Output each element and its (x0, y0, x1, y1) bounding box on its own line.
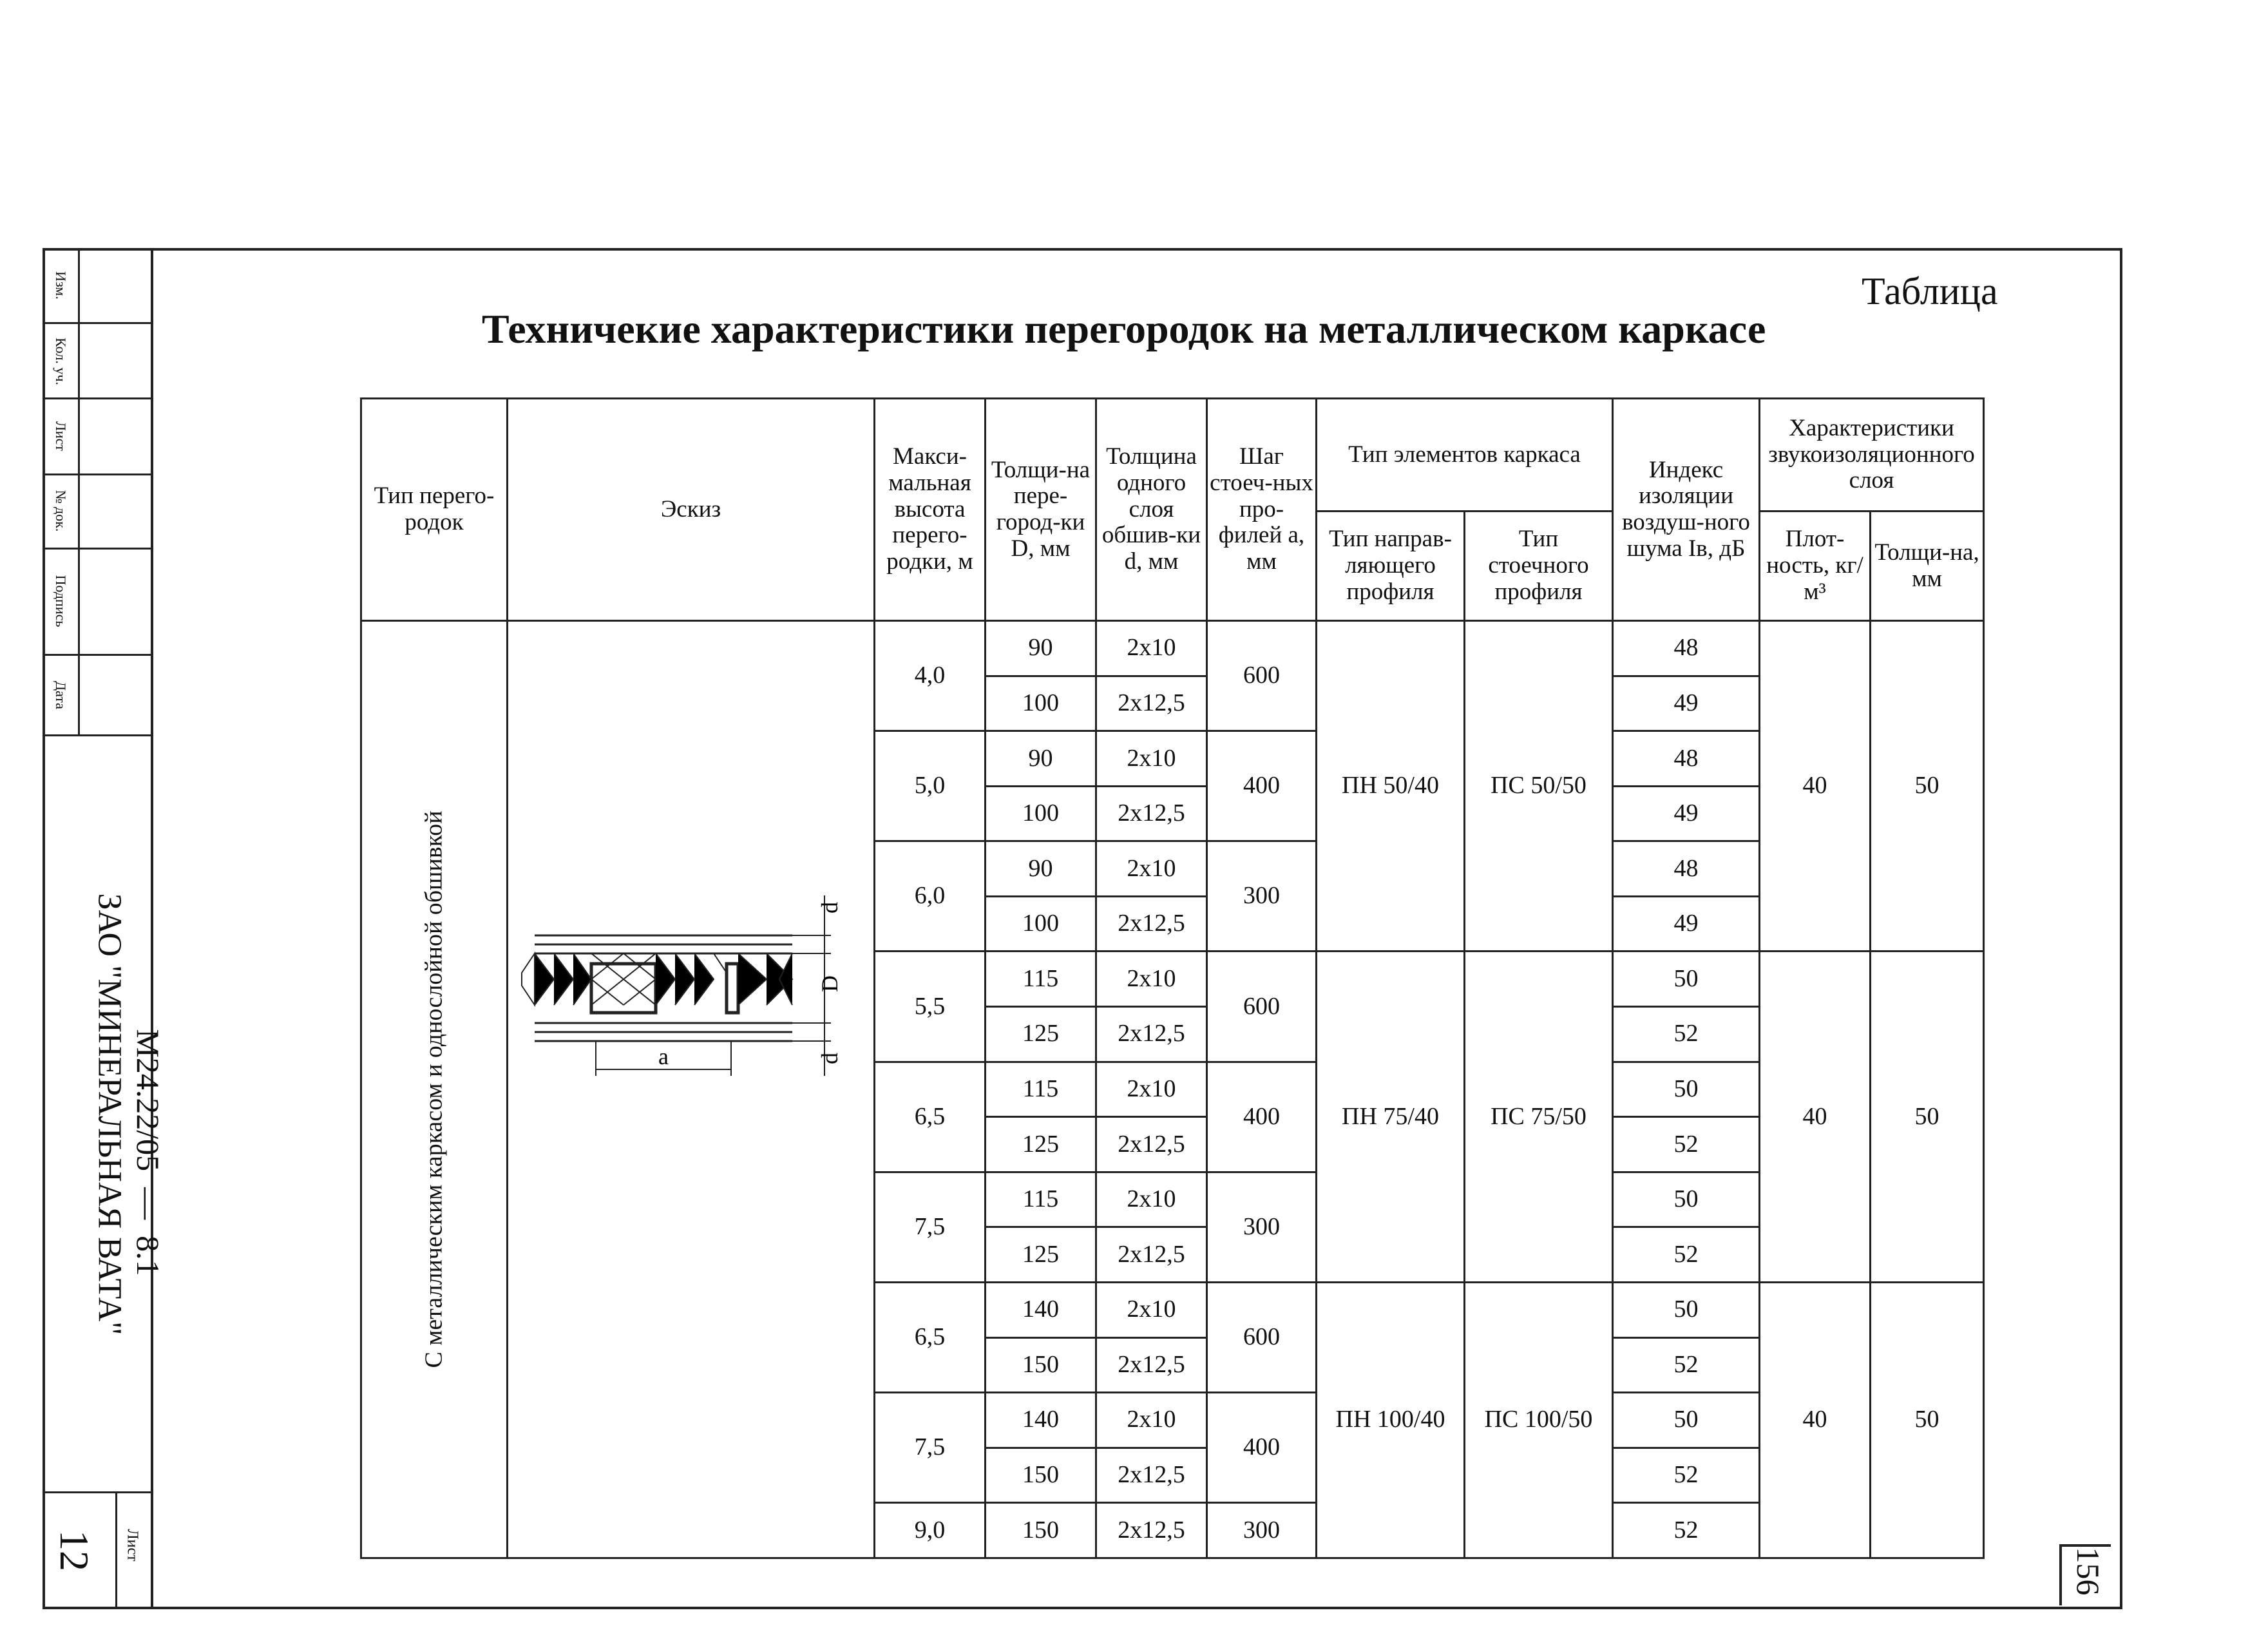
step-cell: 300 (1207, 1503, 1317, 1558)
guide-profile-cell: ПН 100/40 (1317, 1282, 1465, 1558)
layer-cell: 2x12,5 (1096, 786, 1207, 841)
step-cell: 600 (1207, 1282, 1317, 1392)
step-cell: 300 (1207, 841, 1317, 952)
sketch-label-d-top: d (817, 902, 843, 913)
header-sketch: Эскиз (508, 399, 875, 621)
stamp-divider (43, 322, 153, 324)
max-height-cell: 6,0 (875, 841, 986, 952)
max-height-cell: 6,5 (875, 1062, 986, 1172)
layer-cell: 2x12,5 (1096, 1227, 1207, 1283)
stamp-divider (43, 734, 153, 736)
sound-index-cell: 50 (1613, 1282, 1760, 1337)
stud-profile-cell: ПС 75/50 (1465, 952, 1613, 1282)
thickness-cell: 150 (986, 1503, 1096, 1558)
step-cell: 400 (1207, 1393, 1317, 1503)
thickness-cell: 100 (986, 896, 1096, 952)
layer-cell: 2x10 (1096, 1393, 1207, 1448)
layer-cell: 2x10 (1096, 1282, 1207, 1337)
max-height-cell: 7,5 (875, 1393, 986, 1503)
sound-index-cell: 48 (1613, 621, 1760, 676)
thickness-cell: 150 (986, 1448, 1096, 1503)
header-density: Плот-ность, кг/м³ (1760, 512, 1871, 621)
stamp-company: ЗАО "МИНЕРАЛЬНАЯ ВАТА" (91, 893, 128, 1335)
page-number: 156 (2070, 1547, 2106, 1596)
thickness-cell: 90 (986, 841, 1096, 897)
stamp-divider (115, 1491, 117, 1609)
step-cell: 400 (1207, 731, 1317, 841)
guide-profile-cell: ПН 50/40 (1317, 621, 1465, 952)
sound-index-cell: 52 (1613, 1117, 1760, 1172)
stamp-field: Кол. уч. (53, 338, 69, 385)
step-cell: 400 (1207, 1062, 1317, 1172)
stamp-code: М24.22/05 — 8.1 (130, 1029, 166, 1276)
layer-cell: 2x10 (1096, 621, 1207, 676)
stamp-field: Подпись (53, 575, 69, 627)
partition-type: С металлическим каркасом и однослойной обшивкой (420, 810, 448, 1368)
stamp-divider (43, 1491, 153, 1493)
header-thickness: Толщи-на пере-город-ки D, мм (986, 399, 1096, 621)
sound-index-cell: 52 (1613, 1007, 1760, 1062)
sound-index-cell: 52 (1613, 1337, 1760, 1393)
layer-cell: 2x10 (1096, 952, 1207, 1007)
stamp-divider (43, 654, 153, 656)
sound-index-cell: 50 (1613, 952, 1760, 1007)
sound-index-cell: 50 (1613, 1172, 1760, 1227)
sound-index-cell: 52 (1613, 1448, 1760, 1503)
max-height-cell: 9,0 (875, 1503, 986, 1558)
stamp-field: № док. (53, 490, 69, 532)
layer-cell: 2x12,5 (1096, 1117, 1207, 1172)
layer-cell: 2x12,5 (1096, 1448, 1207, 1503)
stamp-divider (43, 548, 153, 550)
thickness-cell: 115 (986, 1062, 1096, 1117)
sketch-label-a: a (658, 1044, 669, 1069)
thickness-cell: 115 (986, 952, 1096, 1007)
partition-type-cell (361, 621, 508, 1558)
header-type: Тип перего-родок (361, 399, 508, 621)
sound-index-cell: 48 (1613, 841, 1760, 897)
stud-profile-cell: ПС 100/50 (1465, 1282, 1613, 1558)
layer-cell: 2x10 (1096, 841, 1207, 897)
stamp-divider (43, 397, 153, 399)
thickness-cell: 100 (986, 786, 1096, 841)
layer-cell: 2x12,5 (1096, 676, 1207, 731)
sound-index-cell: 50 (1613, 1062, 1760, 1117)
header-layer: Толщина одного слоя обшив-ки d, мм (1096, 399, 1207, 621)
max-height-cell: 5,0 (875, 731, 986, 841)
layer-cell: 2x10 (1096, 1172, 1207, 1227)
sound-thickness-cell: 50 (1871, 621, 1984, 952)
thickness-cell: 100 (986, 676, 1096, 731)
thickness-cell: 90 (986, 731, 1096, 787)
stamp-divider (43, 473, 153, 475)
page-title: Техничекие характеристики перегородок на металлическом каркасе (482, 306, 1766, 352)
step-cell: 300 (1207, 1172, 1317, 1282)
thickness-cell: 115 (986, 1172, 1096, 1227)
header-frame-group: Тип элементов каркаса (1317, 399, 1613, 512)
sketch-label-d-bottom: d (817, 1053, 843, 1064)
thickness-cell: 140 (986, 1282, 1096, 1337)
partition-sketch (515, 883, 844, 1095)
stamp-sheet-label: Лист (124, 1529, 141, 1562)
stamp-field: Изм. (53, 271, 69, 300)
stamp-field: Лист (53, 421, 69, 452)
sketch-label-D: D (817, 975, 843, 992)
table-label: Таблица (1862, 270, 1998, 312)
step-cell: 600 (1207, 952, 1317, 1062)
stamp-divider (78, 248, 80, 734)
layer-cell: 2x10 (1096, 731, 1207, 787)
guide-profile-cell: ПН 75/40 (1317, 952, 1465, 1282)
max-height-cell: 5,5 (875, 952, 986, 1062)
thickness-cell: 125 (986, 1227, 1096, 1283)
thickness-cell: 90 (986, 621, 1096, 676)
header-guide: Тип направ-ляющего профиля (1317, 512, 1465, 621)
layer-cell: 2x12,5 (1096, 1007, 1207, 1062)
layer-cell: 2x12,5 (1096, 1337, 1207, 1393)
sound-index-cell: 52 (1613, 1503, 1760, 1558)
stud-profile-cell: ПС 50/50 (1465, 621, 1613, 952)
header-sound-thickness: Толщи-на, мм (1871, 512, 1984, 621)
max-height-cell: 7,5 (875, 1172, 986, 1282)
sound-index-cell: 49 (1613, 676, 1760, 731)
thickness-cell: 125 (986, 1007, 1096, 1062)
header-stud: Тип стоечного профиля (1465, 512, 1613, 621)
header-step: Шаг стоеч-ных про-филей а, мм (1207, 399, 1317, 621)
sound-thickness-cell: 50 (1871, 952, 1984, 1282)
header-sound-group: Характеристики звукоизоляционного слоя (1760, 399, 1984, 512)
sound-index-cell: 49 (1613, 786, 1760, 841)
density-cell: 40 (1760, 621, 1871, 952)
step-cell: 600 (1207, 621, 1317, 731)
sound-index-cell: 52 (1613, 1227, 1760, 1283)
sound-index-cell: 49 (1613, 896, 1760, 952)
layer-cell: 2x12,5 (1096, 1503, 1207, 1558)
stamp-sheet-number: 12 (52, 1530, 97, 1571)
stamp-field: Дата (53, 681, 69, 709)
thickness-cell: 125 (986, 1117, 1096, 1172)
layer-cell: 2x10 (1096, 1062, 1207, 1117)
sound-index-cell: 48 (1613, 731, 1760, 787)
max-height-cell: 4,0 (875, 621, 986, 731)
max-height-cell: 6,5 (875, 1282, 986, 1392)
thickness-cell: 140 (986, 1393, 1096, 1448)
layer-cell: 2x12,5 (1096, 896, 1207, 952)
sound-thickness-cell: 50 (1871, 1282, 1984, 1558)
header-max-height: Макси-мальная высота перего-родки, м (875, 399, 986, 621)
sound-index-cell: 50 (1613, 1393, 1760, 1448)
density-cell: 40 (1760, 1282, 1871, 1558)
thickness-cell: 150 (986, 1337, 1096, 1393)
table-row (361, 621, 1984, 676)
header-index: Индекс изоляции воздуш-ного шума Iв, дБ (1613, 399, 1760, 621)
density-cell: 40 (1760, 952, 1871, 1282)
